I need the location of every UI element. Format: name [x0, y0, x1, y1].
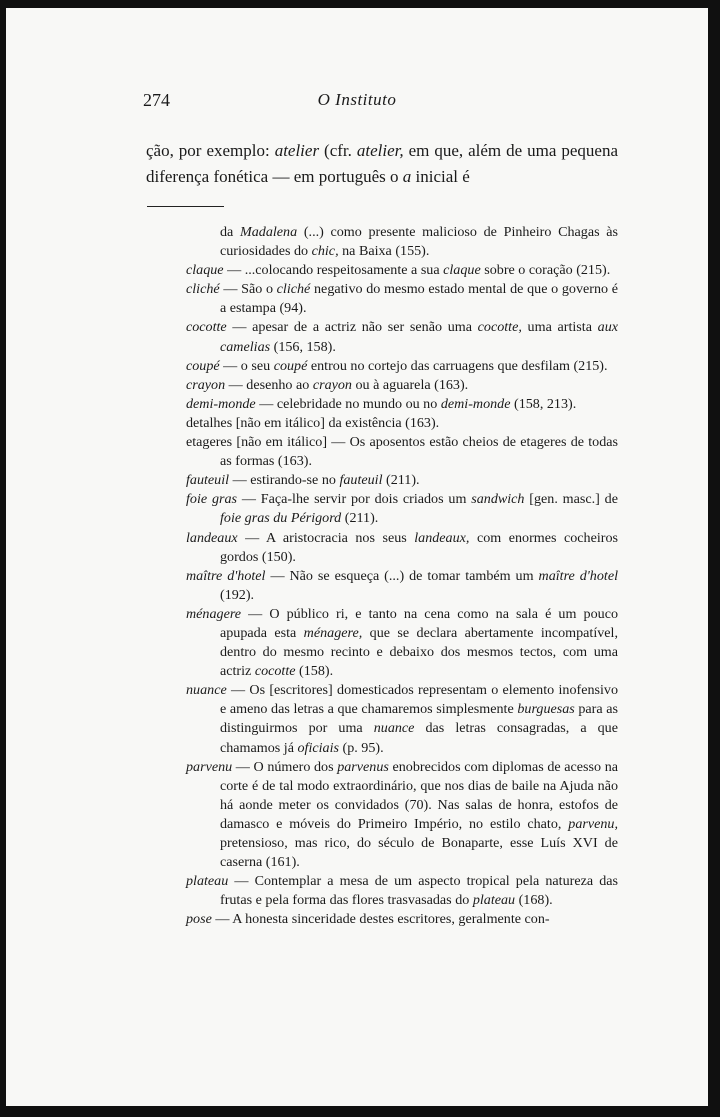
glossary-entry — [186, 529, 618, 567]
italic-term: maître d'hotel — [186, 567, 266, 584]
entry-text: — estirando-se no — [229, 472, 340, 489]
glossary-entry — [186, 681, 618, 757]
entry-text: (192). — [220, 586, 255, 603]
italic-term: pose — [186, 911, 212, 928]
entry-text: — A honesta sinceridade destes escritores, geralmente con- — [211, 911, 550, 928]
entry-text: — Os [escritores] domesticados representam o elemento inofensivo e ameno das letras a que chamaremos simplesmente — [220, 682, 618, 718]
italic-term: crayon — [186, 376, 226, 393]
italic-term: Madalena — [240, 224, 298, 240]
entry-text: na Baixa (155). — [338, 243, 430, 260]
entry-text: — Faça-lhe servir por dois criados um — [237, 491, 472, 508]
entry-text: (158). — [295, 663, 334, 680]
italic-term: fauteuil — [186, 472, 230, 489]
entry-text: (211). — [382, 472, 420, 489]
italic-term: ménagere — [186, 605, 242, 622]
entry-text: — O número dos — [232, 758, 338, 775]
body-text: (cfr. — [319, 141, 357, 160]
glossary-entry — [186, 376, 618, 395]
glossary-entry — [186, 357, 618, 376]
italic-term: landeaux — [186, 529, 238, 546]
italic-term: nuance — [373, 720, 415, 737]
italic-term: coupé — [273, 357, 308, 374]
italic-term: plateau — [186, 873, 229, 890]
italic-term: cocotte — [254, 663, 296, 680]
entry-text: — Contemplar a mesa de um aspecto tropical pela natureza das frutas e pela forma das flores trasvasadas do — [220, 873, 618, 909]
italic-term: coupé — [186, 357, 220, 374]
italic-term: parvenu — [186, 758, 233, 775]
body-text: em que, além de uma pequena diferença fonética — em português o — [146, 141, 619, 186]
body-italic-term: atelier — [274, 141, 320, 160]
running-title: O Instituto — [317, 90, 397, 109]
page-header — [6, 90, 708, 130]
entry-text: ou à aguarela (163). — [351, 376, 469, 393]
italic-term: cocotte, — [477, 319, 522, 336]
entry-text: (168). — [515, 892, 553, 909]
italic-term: parvenus — [337, 758, 389, 775]
italic-term: foie gras — [186, 491, 238, 508]
glossary-entry — [186, 395, 618, 414]
page-number: 274 — [143, 90, 170, 110]
entry-text: (p. 95). — [339, 739, 384, 756]
entry-text: [gen. masc.] de — [524, 491, 618, 508]
entry-text: — desenho ao — [225, 376, 313, 393]
glossary-entry — [186, 910, 618, 929]
italic-term: parvenu, — [568, 815, 618, 832]
entry-text: — Não se esqueça (...) de tomar também um — [265, 567, 539, 584]
italic-term: sandwich — [471, 491, 525, 508]
italic-term: demi-monde — [186, 395, 256, 412]
body-italic-term: a — [402, 167, 412, 186]
entry-text: etageres [não em itálico] — Os aposentos estão cheios de etageres de todas as formas (163). — [186, 434, 618, 470]
entry-text: — o seu — [219, 357, 274, 374]
italic-term: crayon — [312, 376, 352, 393]
glossary-entry — [186, 280, 618, 318]
body-paragraph — [146, 138, 618, 190]
italic-term: foie gras du Périgord — [220, 510, 342, 527]
entry-text: detalhes [não em itálico] da existência (163). — [186, 414, 440, 431]
italic-term: oficiais — [297, 739, 339, 756]
glossary-entry — [186, 318, 618, 356]
entry-text: — apesar de a actriz não ser senão uma — [226, 319, 478, 336]
italic-term: demi-monde — [440, 395, 511, 412]
italic-term: plateau — [472, 892, 516, 909]
entry-text: — O público ri, e tanto na cena como na sala é um pouco apupada esta — [220, 605, 618, 641]
italic-term: burguesas — [517, 701, 575, 718]
italic-term: claque — [186, 262, 224, 279]
glossary-entry — [186, 605, 618, 681]
entry-text: sobre o coração (215). — [480, 262, 611, 279]
glossary-entry — [186, 490, 618, 528]
italic-term: fauteuil — [339, 472, 383, 489]
glossary-entry — [186, 567, 618, 605]
italic-term: claque — [443, 262, 481, 279]
entry-text: enobrecidos com diplomas de acesso na corte é de tal modo extraordinário, que nos dias de baile na Ajuda não há aonde meter os convidados (70). Nas salas de honra, estofos de damasco e móveis do Primeiro Império, no estilo chato, — [220, 758, 618, 832]
body-italic-term: atelier, — [356, 141, 404, 160]
entry-text: — São o — [219, 281, 277, 298]
glossary-entry — [186, 261, 618, 280]
entry-text: com enormes cocheiros gordos (150). — [220, 529, 618, 565]
footnote-rule — [147, 206, 224, 207]
italic-term: aux camelias — [220, 319, 618, 355]
entry-text: — ...colocando respeitosamente a sua — [223, 262, 444, 279]
italic-term: cliché — [186, 281, 220, 298]
entry-text: uma artista — [521, 319, 598, 336]
glossary-entry — [186, 223, 618, 261]
entry-text: (156, 158). — [270, 338, 336, 355]
body-text: ção, por exemplo: — [146, 141, 275, 160]
glossary-entry — [186, 758, 618, 873]
entry-text: (...) como presente malicioso de Pinheiro Chagas às curiosidades do — [220, 224, 618, 260]
entry-text: que se declara abertamente incompatível, dentro do mesmo recinto e debaixo dos mesmos tectos, com uma actriz — [220, 624, 618, 680]
glossary-entry — [186, 872, 618, 910]
body-text: inicial é — [411, 167, 470, 186]
entry-text: das letras consagradas, a que chamamos já — [220, 720, 618, 756]
entry-text: (158, 213). — [510, 395, 577, 412]
entry-text: pretensioso, mas rico, do século de Bonaparte, esse Luís XVI de caserna (161). — [220, 835, 618, 871]
glossary-entry — [186, 471, 618, 490]
entry-text: entrou no cortejo das carruagens que desfilam (215). — [307, 357, 608, 374]
italic-term: nuance — [186, 682, 227, 699]
italic-term: maître d'hotel — [538, 567, 618, 584]
italic-term: chic, — [311, 243, 339, 260]
entry-text: negativo do mesmo estado mental de que o governo é a estampa (94). — [220, 281, 618, 317]
entry-text: — celebridade no mundo ou no — [255, 395, 441, 412]
glossary-entry — [186, 433, 618, 471]
footnote-list — [186, 223, 618, 929]
book-page — [6, 8, 708, 1106]
italic-term: ménagere, — [303, 624, 363, 641]
italic-term: cocotte — [186, 319, 227, 336]
entry-text: (211). — [341, 510, 379, 527]
entry-text: — A aristocracia nos seus — [237, 529, 415, 546]
glossary-entry — [186, 414, 618, 433]
entry-text: para as distinguirmos por uma — [220, 701, 618, 737]
italic-term: landeaux, — [414, 529, 470, 546]
entry-text: da — [220, 224, 240, 240]
italic-term: cliché — [276, 281, 311, 298]
